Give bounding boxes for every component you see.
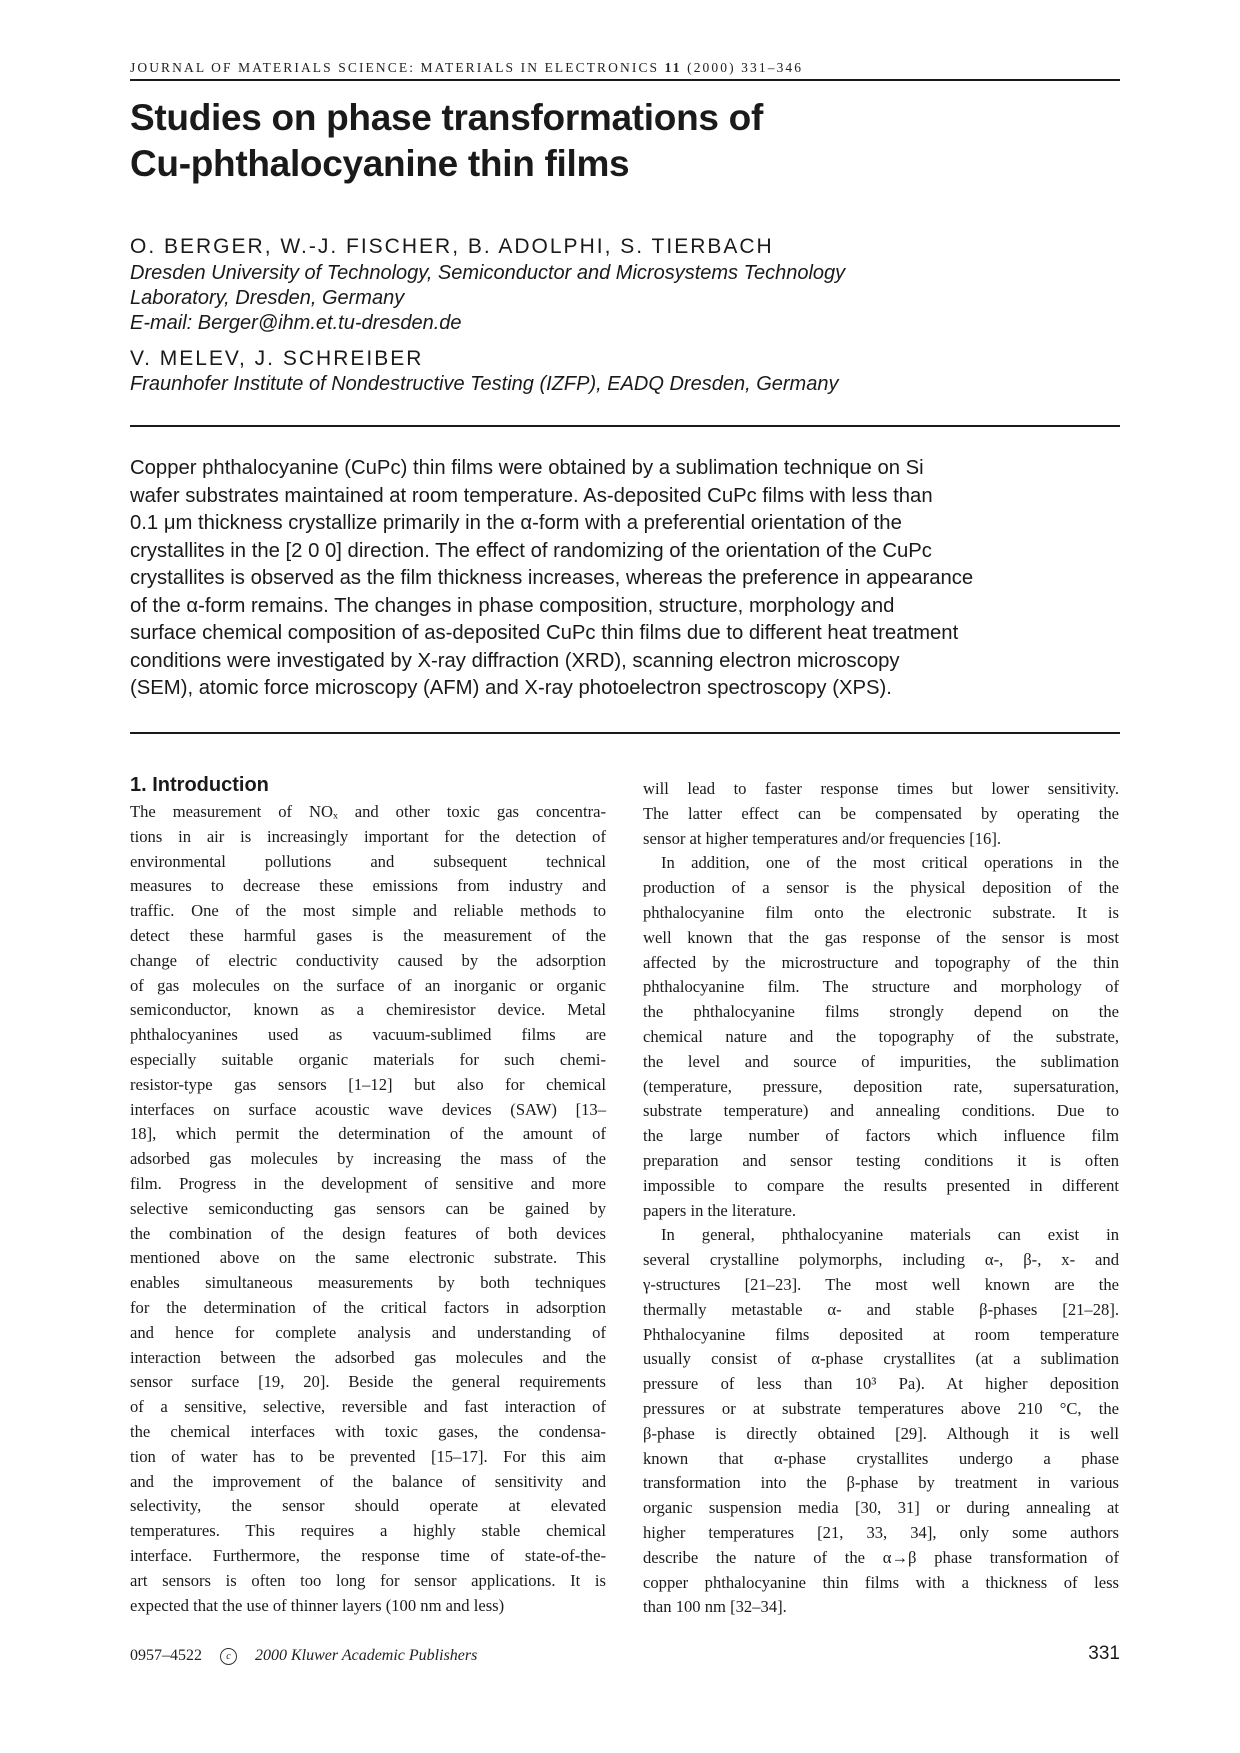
running-head	[130, 60, 1120, 76]
text-line: the chemical interfaces with toxic gases, the condensa-	[130, 1421, 606, 1441]
journal-year-pages: (2000) 331–346	[687, 60, 804, 75]
text-line: sensor surface [19, 20]. Beside the general requirements	[130, 1372, 606, 1392]
abstract-line: crystallites is observed as the film thickness increases, whereas the preference in appearance	[130, 567, 974, 589]
text-line: adsorbed gas molecules by increasing the mass of the	[130, 1149, 606, 1169]
text-line: impossible to compare the results presented in different	[643, 1175, 1119, 1195]
header-rule	[130, 79, 1120, 81]
text-line: measures to decrease these emissions from industry and	[130, 876, 606, 896]
text-line: art sensors is often too long for sensor applications. It is	[130, 1570, 606, 1590]
text-line: the large number of factors which influence film	[643, 1126, 1119, 1146]
text-line: temperatures. This requires a highly stable chemical	[130, 1521, 606, 1541]
text-line: resistor-type gas sensors [1–12] but also for chemical	[130, 1074, 606, 1094]
text-line: In addition, one of the most critical operations in the	[661, 853, 1119, 873]
journal-volume: 11	[664, 60, 682, 75]
author-email: E-mail: Berger@ihm.et.tu-dresden.de	[130, 312, 462, 334]
text-line: higher temperatures [21, 33, 34], only some authors	[643, 1522, 1119, 1542]
abstract-top-rule	[130, 425, 1120, 427]
abstract-line: surface chemical composition of as-deposited CuPc thin films due to different heat treatment	[130, 622, 959, 644]
journal-name: JOURNAL OF MATERIALS SCIENCE: MATERIALS IN ELECTRONICS	[130, 60, 660, 75]
publisher: 2000 Kluwer Academic Publishers	[255, 1647, 478, 1664]
title-line: Cu-phthalocyanine thin films	[130, 143, 630, 184]
text-line: pressure of less than 10³ Pa). At higher deposition	[643, 1374, 1119, 1394]
affiliation-1	[130, 261, 1130, 336]
author-list-2: V. MELEV, J. SCHREIBER	[130, 347, 424, 370]
footer	[130, 1647, 477, 1665]
issn: 0957–4522	[130, 1647, 202, 1664]
abstract-line: Copper phthalocyanine (CuPc) thin films were obtained by a sublimation technique on Si	[130, 457, 924, 479]
affiliation-line: Dresden University of Technology, Semiconductor and Microsystems Technology	[130, 262, 846, 284]
text-line: well known that the gas response of the sensor is most	[643, 927, 1119, 947]
text-line: will lead to faster response times but lower sensitivity.	[643, 779, 1119, 798]
text-line: phthalocyanines used as vacuum-sublimed films are	[130, 1025, 606, 1045]
abstract	[130, 455, 1120, 703]
text-line: 18], which permit the determination of the amount of	[130, 1124, 606, 1144]
text-line: the combination of the design features of both devices	[130, 1223, 606, 1243]
text-line: usually consist of α-phase crystallites (at a sublimation	[643, 1349, 1119, 1369]
text-line: production of a sensor is the physical deposition of the	[643, 878, 1119, 898]
affiliation-2	[130, 372, 1130, 397]
text-line: In general, phthalocyanine materials can exist in	[661, 1225, 1119, 1245]
text-line: of a sensitive, selective, reversible and fast interaction of	[130, 1397, 606, 1417]
text-line: affected by the microstructure and topography of the thin	[643, 952, 1119, 972]
affiliation-line: Laboratory, Dresden, Germany	[130, 287, 405, 309]
copyright-icon: c	[220, 1648, 237, 1665]
abstract-bottom-rule	[130, 732, 1120, 734]
abstract-line: 0.1 μm thickness crystallize primarily in the α-form with a preferential orientation of the	[130, 512, 902, 534]
author-list-1: O. BERGER, W.-J. FISCHER, B. ADOLPHI, S. TIERBACH	[130, 235, 774, 258]
left-column	[130, 800, 606, 1618]
text-line: environmental pollutions and subsequent technical	[130, 851, 606, 871]
abstract-line: crystallites in the [2 0 0] direction. The effect of randomizing of the orientation of the CuPc	[130, 539, 932, 562]
text-line: selectivity, the sensor should operate at elevated	[130, 1496, 606, 1516]
text-line: interfaces on surface acoustic wave devices (SAW) [13–	[130, 1099, 606, 1119]
title-line: Studies on phase transformations of	[130, 97, 763, 138]
text-line: The measurement of NOₓ and other toxic gas concentra-	[130, 802, 606, 821]
text-line: substrate temperature) and annealing conditions. Due to	[643, 1101, 1119, 1121]
text-line: than 100 nm [32–34].	[643, 1597, 787, 1617]
abstract-line: (SEM), atomic force microscopy (AFM) and X-ray photoelectron spectroscopy (XPS).	[130, 677, 892, 699]
text-line: tions in air is increasingly important for the detection of	[130, 826, 606, 846]
text-line: enables simultaneous measurements by both techniques	[130, 1273, 606, 1293]
affiliation-line: Fraunhofer Institute of Nondestructive Testing (IZFP), EADQ Dresden, Germany	[130, 373, 839, 395]
text-line: film. Progress in the development of sensitive and more	[130, 1173, 606, 1193]
text-line: tion of water has to be prevented [15–17]. For this aim	[130, 1446, 606, 1466]
text-line: the phthalocyanine films strongly depend on the	[643, 1002, 1119, 1022]
text-line: The latter effect can be compensated by operating the	[643, 803, 1119, 823]
text-line: especially suitable organic materials for such chemi-	[130, 1049, 606, 1069]
text-line: preparation and sensor testing conditions it is often	[643, 1150, 1119, 1170]
abstract-line: of the α-form remains. The changes in phase composition, structure, morphology and	[130, 594, 895, 617]
text-line: selective semiconducting gas sensors can be gained by	[130, 1198, 606, 1218]
text-line: and hence for complete analysis and understanding of	[130, 1322, 606, 1342]
text-line: the level and source of impurities, the sublimation	[643, 1051, 1119, 1071]
text-line: phthalocyanine film. The structure and morphology of	[643, 977, 1119, 997]
text-line: transformation into the β-phase by treatment in various	[643, 1473, 1119, 1493]
section-heading: 1. Introduction	[130, 774, 269, 796]
text-line: expected that the use of thinner layers (100 nm and less)	[130, 1595, 505, 1615]
text-line: mentioned above on the same electronic substrate. This	[130, 1248, 606, 1268]
text-line: Phthalocyanine films deposited at room temperature	[643, 1324, 1119, 1344]
text-line: interaction between the adsorbed gas molecules and the	[130, 1347, 606, 1367]
text-line: sensor at higher temperatures and/or frequencies [16].	[643, 828, 1002, 848]
text-line: semiconductor, known as a chemiresistor device. Metal	[130, 1000, 606, 1020]
text-line: change of electric conductivity caused by the adsorption	[130, 950, 606, 970]
text-line: thermally metastable α- and stable β-phases [21–28].	[643, 1299, 1119, 1319]
text-line: γ-structures [21–23]. The most well known are the	[643, 1274, 1119, 1294]
text-line: (temperature, pressure, deposition rate, supersaturation,	[643, 1076, 1119, 1096]
text-line: copper phthalocyanine thin films with a thickness of less	[643, 1572, 1119, 1592]
text-line: detect these harmful gases is the measurement of the	[130, 925, 606, 945]
text-line: several crystalline polymorphs, including α-, β-, x- and	[643, 1250, 1119, 1270]
text-line: of gas molecules on the surface of an inorganic or organic	[130, 975, 606, 995]
text-line: phthalocyanine film onto the electronic substrate. It is	[643, 902, 1119, 922]
abstract-line: conditions were investigated by X-ray diffraction (XRD), scanning electron microscopy	[130, 649, 900, 672]
text-line: and the improvement of the balance of sensitivity and	[130, 1471, 606, 1491]
text-line: for the determination of the critical factors in adsorption	[130, 1297, 606, 1317]
abstract-line: wafer substrates maintained at room temperature. As-deposited CuPc films with less than	[130, 484, 933, 507]
text-line: interface. Furthermore, the response time of state-of-the-	[130, 1545, 606, 1565]
text-line: papers in the literature.	[643, 1200, 796, 1220]
text-line: describe the nature of the α→β phase transformation of	[643, 1547, 1119, 1567]
article-title	[130, 95, 1030, 187]
text-line: chemical nature and the topography of the substrate,	[643, 1026, 1119, 1046]
text-line: organic suspension media [30, 31] or during annealing at	[643, 1498, 1119, 1518]
page-number: 331	[1088, 1643, 1120, 1664]
text-line: β-phase is directly obtained [29]. Although it is well	[643, 1423, 1119, 1443]
text-line: pressures or at substrate temperatures above 210 °C, the	[643, 1398, 1119, 1418]
text-line: known that α-phase crystallites undergo a phase	[643, 1448, 1119, 1468]
right-column	[643, 777, 1119, 1620]
text-line: traffic. One of the most simple and reliable methods to	[130, 901, 606, 921]
